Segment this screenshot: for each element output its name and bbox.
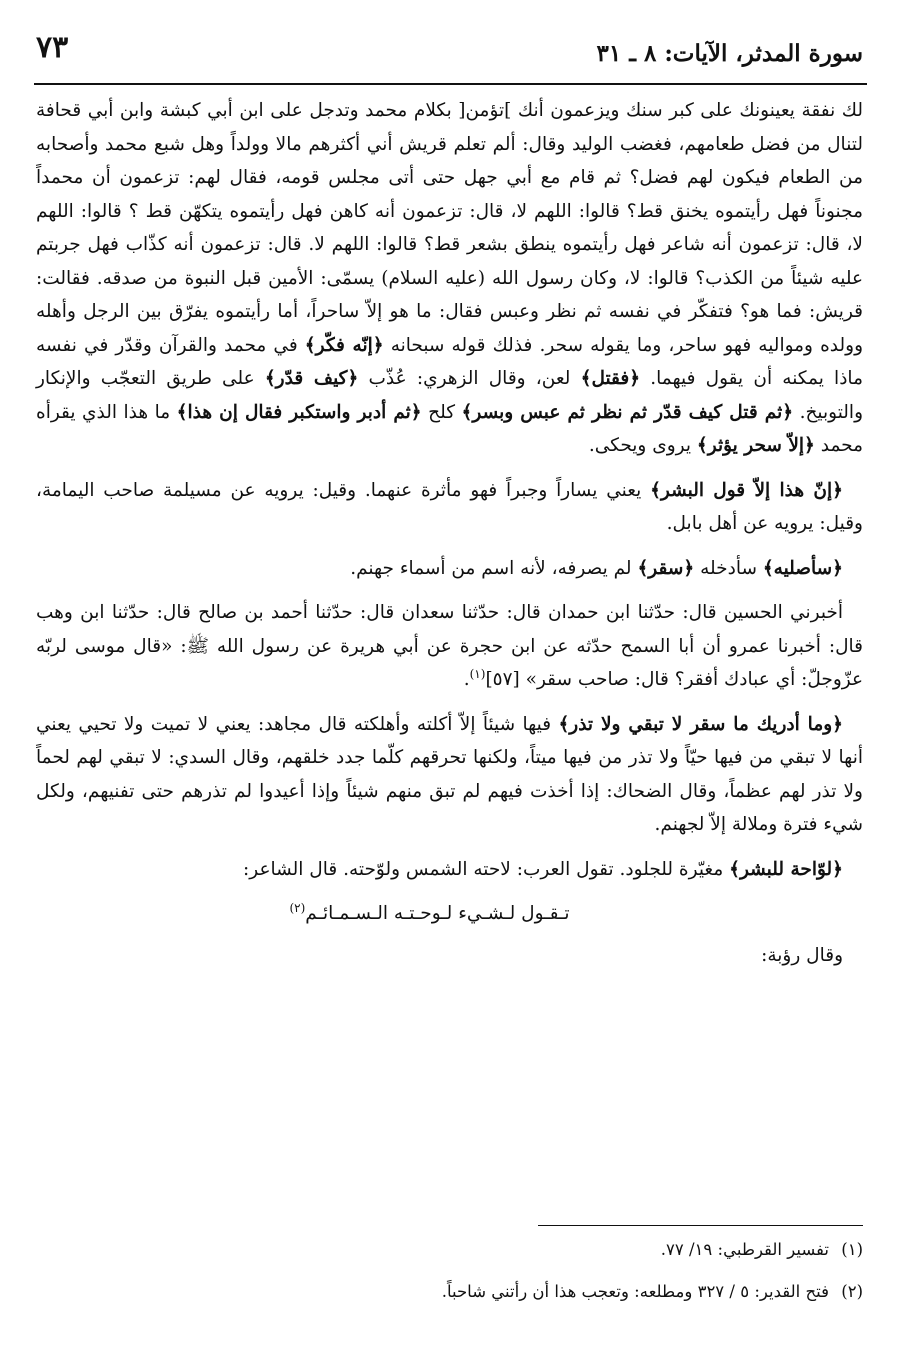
text-run: على طريق التعجّب والإنكار والتوبيخ.	[36, 368, 863, 423]
text-run: مغيّرة للجلود. تقول العرب: لاحته الشمس ولوّحته. قال الشاعر:	[243, 858, 730, 880]
paragraphs	[36, 94, 863, 886]
paragraph	[36, 94, 863, 463]
footnote-number: (١)	[841, 1240, 863, 1259]
text-run: كلح	[421, 401, 462, 423]
footnote-divider	[538, 1225, 863, 1226]
quran-quote: ﴿إلاّ سحر يؤثر﴾	[696, 435, 815, 456]
paragraph	[36, 708, 863, 842]
quran-quote: ﴿إنّ هذا إلاّ قول البشر﴾	[650, 479, 843, 501]
quran-quote: ﴿سقر﴾	[637, 557, 695, 579]
text-run: يعني يساراً وجبراً فهو مأثرة عنهما. وقيل: يرويه عن مسيلمة صاحب اليمامة، وقيل: يرويه عن أهل بابل.	[36, 479, 863, 534]
text-run: ما هذا الذي يقرأه محمد	[36, 401, 863, 456]
quran-quote: ﴿كيف قدّر﴾	[264, 368, 359, 389]
paragraph	[36, 552, 863, 586]
text-run: لعن، وقال الزهري: عُذّب	[358, 368, 581, 389]
page-number: ٧٣	[36, 30, 69, 65]
footnote	[36, 1236, 863, 1264]
verse-text: تـقـول لـشـيء لـوحـتـه الـسـمـائـم	[305, 903, 570, 924]
text-run: .	[463, 669, 470, 690]
paragraph	[36, 474, 863, 541]
text-run: أخبرني الحسين قال: حدّثنا ابن حمدان قال: حدّثنا سعدان قال: حدّثنا أحمد بن صالح قال: حدّثنا ابن وهب قال: أخبرنا عمرو أن أبا السمح حدّثه عن ابن حجرة عن أبي هريرة عن رسول الله ﷺ: «قال موسى لربّه عزّوجلّ: أي عبادك أفقر؟ قال: صاحب سقر» [٥٧]	[36, 602, 863, 690]
quran-quote: ﴿سأصليه﴾	[762, 557, 843, 579]
text-run: لم يصرفه، لأنه اسم من أسماء جهنم.	[350, 557, 638, 579]
paragraph	[36, 853, 863, 887]
footnote-ref: (١)	[469, 666, 486, 681]
text-run: لك نفقة يعينونك على كبر سنك ويزعمون أنك ]تؤمن[ بكلام محمد وتدجل على ابن أبي كبشة وابن أبي قحافة لتنال من فضل طعامهم، فغضب الوليد وقال: ألم تعلم قريش أني أكثرهم مالا وولداً وهل شبع محمد وأصحابه من الطعام فيكون لهم فضل؟ ثم قام مع أبي جهل حتى أتى مجلس قومه، فقال لهم: تزعمون أن محمداً مجنوناً فهل رأيتموه يخنق قط؟ قالوا: اللهم لا، قال: تزعمون أنه كاهن فهل رأيتموه يتكهّن قط ؟ قالوا: اللهم لا، قال: تزعمون أنه شاعر فهل رأيتموه ينطق بشعر قط؟ قالوا: اللهم لا. قال: تزعمون أنه كذّاب فهل جربتم عليه شيئاً من الكذب؟ قالوا: لا، وكان رسول الله (عليه السلام) يسمّى: الأمين قبل النبوة من صدقه. فقالت: قريش: فما هو؟ فتفكّر في نفسه ثم نظر وعبس فقال: ما هو إلاّ ساحراً، أما رأيتموه يفرّق بين الرجل وأهله وولده ومواليه فهو ساحر، وما يقوله سحر. فذلك قوله سبحانه	[36, 100, 863, 356]
verse-footnote-ref: (٢)	[289, 900, 306, 915]
text-run: فيها شيئاً إلاّ أكلته وأهلكته قال مجاهد: يعني لا تميت ولا تحيي يعني أنها لا تبقي من فيها حيّاً ولا تذر من فيها ميتاً، ولكنها تحرقهم كلّما جدد خلقهم، وقال السدي: لا تبقي لهم لحماً ولا تذر لهم عظماً، وقال الضحاك: إذا أخذت فيهم لم تبق منهم شيئاً وإذا أعيدوا لم تذرهم حتى تفنيهم، ولكل شيء فترة وملالة إلاّ لجهنم.	[36, 713, 863, 835]
quran-quote: ﴿وما أدريك ما سقر لا تبقي ولا تذر﴾	[558, 713, 844, 735]
footnote	[36, 1278, 863, 1306]
running-header-title: سورة المدثر، الآيات: ٨ ـ ٣١	[596, 40, 863, 67]
quran-quote: ﴿لوّاحة للبشر﴾	[729, 858, 843, 880]
text-run: في محمد والقرآن وقدّر في نفسه ماذا يمكنه أن يقول فيهما.	[36, 334, 863, 389]
footnote-text: تفسير القرطبي: ١٩/ ٧٧.	[660, 1240, 829, 1259]
footnote-number: (٢)	[841, 1282, 863, 1301]
quran-quote: ﴿ثم أدبر واستكبر فقال إن هذا﴾	[176, 401, 422, 423]
header-divider	[34, 83, 867, 85]
quran-quote: ﴿فقتل﴾	[580, 368, 641, 389]
quran-quote: ﴿ثم قتل كيف قدّر ثم نظر ثم عبس وبسر﴾	[461, 401, 794, 423]
footnotes	[36, 1236, 863, 1320]
poetry-verse	[36, 897, 863, 931]
closing-line: وقال رؤبة:	[761, 944, 843, 966]
main-text	[36, 94, 863, 983]
text-run: سأدخله	[694, 557, 763, 579]
quran-quote: ﴿إنّه فكّر﴾	[304, 334, 384, 356]
text-run: يروى ويحكى.	[588, 435, 697, 456]
footnote-text: فتح القدير: ٥ / ٣٢٧ ومطلعه: وتعجب هذا أن رأتني شاحباً.	[441, 1282, 829, 1301]
paragraph	[36, 596, 863, 697]
